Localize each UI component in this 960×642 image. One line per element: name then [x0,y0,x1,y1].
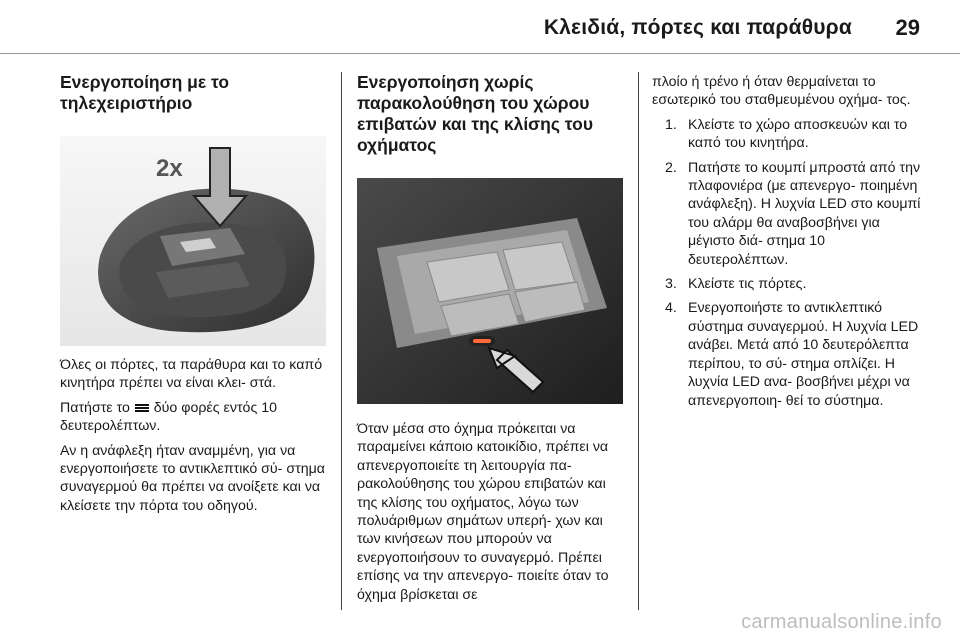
column-divider [638,72,639,610]
list-item [652,116,924,153]
ceiling-light-illustration [357,178,623,404]
figure-label: 2x [156,155,183,182]
remote-key-image [60,136,326,346]
steps-list [652,116,924,410]
paragraph: πλοίο ή τρένο ή όταν θερμαίνεται το εσωτερικό του σταθμευμένου οχήμα- τος. [652,74,911,109]
paragraph-press-button [60,399,328,436]
list-item [652,159,924,269]
list-item [652,299,924,409]
step-text: Ενεργοποιήστε το αντικλεπτικό σύστημα συναγερμού. Η λυχνία LED ανάβει. Μετά από 10 δευτερόλεπτα περίπου, το σύ- στημα οπλίζει. Η λυχνία LED ανα- βοσβήνει μέχρι να απενεργοποιη- θεί το σύστημα. [688,300,919,409]
text-fragment: δύο φορές εντός 10 δευτερολέπτων. [60,399,278,435]
header-divider [0,53,960,54]
column-activation-without-monitoring [357,72,625,604]
page-number: 29 [895,15,920,40]
watermark: carmanualsonline.info [741,611,942,633]
list-item [652,275,924,293]
column-remote-activation [60,72,328,515]
lock-button-icon [134,403,150,413]
step-text: Πατήστε το κουμπί μπροστά από την πλαφονιέρα (με απενεργο- ποιημένη ανάφλεξη). Η λυχνία LED στο κουμπί του αλάρμ θα αναβοσβήνει για μέγιστο διά- στημα 10 δευτερολέπτων. [688,159,921,268]
step-number: 3. [665,276,677,293]
ceiling-console-image [357,178,623,404]
step-text: Κλείστε τις πόρτες. [688,276,807,293]
column-instructions [652,73,924,410]
step-number: 1. [665,116,677,133]
section-heading: Ενεργοποίηση χωρίς παρακολούθηση του χώρου επιβατών και της κλίσης του οχήματος [357,72,594,155]
step-text: Κλείστε το χώρο αποσκευών και το καπό του κινητήρα. [688,116,908,152]
step-number: 2. [665,159,677,176]
section-heading: Ενεργοποίηση με το τηλεχειριστήριο [60,72,230,113]
step-number: 4. [665,300,677,317]
paragraph: Αν η ανάφλεξη ήταν αναμμένη, για να ενεργοποιήσετε το αντικλεπτικό σύ- στημα συναγερμού θα πρέπει να ανοίξετε και να κλείσετε την πόρτα του οδηγού. [60,442,325,514]
text-fragment: Πατήστε το [60,399,130,416]
column-divider [341,72,342,610]
paragraph: Όλες οι πόρτες, τα παράθυρα και το καπό κινητήρα πρέπει να είναι κλει- στά. [60,357,323,392]
paragraph: Όταν μέσα στο όχημα πρόκειται να παραμείνει κάποιο κατοικίδιο, πρέπει να απενεργοποιείτε τη λειτουργία πα- ρακολούθησης του χώρου επιβατών και της κλίσης του οχήματος, λόγω των πολυάριθμων σημάτων υπερή- χων και των κινήσεων που μπορούν να ενεργοποιήσουν το συναγερμό. Πρέπει επίσης να την απενεργο- ποιείτε όταν το όχημα βρίσκεται σε [357,421,609,603]
header-title: Κλειδιά, πόρτες και παράθυρα [543,16,852,39]
remote-key-illustration [60,136,326,346]
